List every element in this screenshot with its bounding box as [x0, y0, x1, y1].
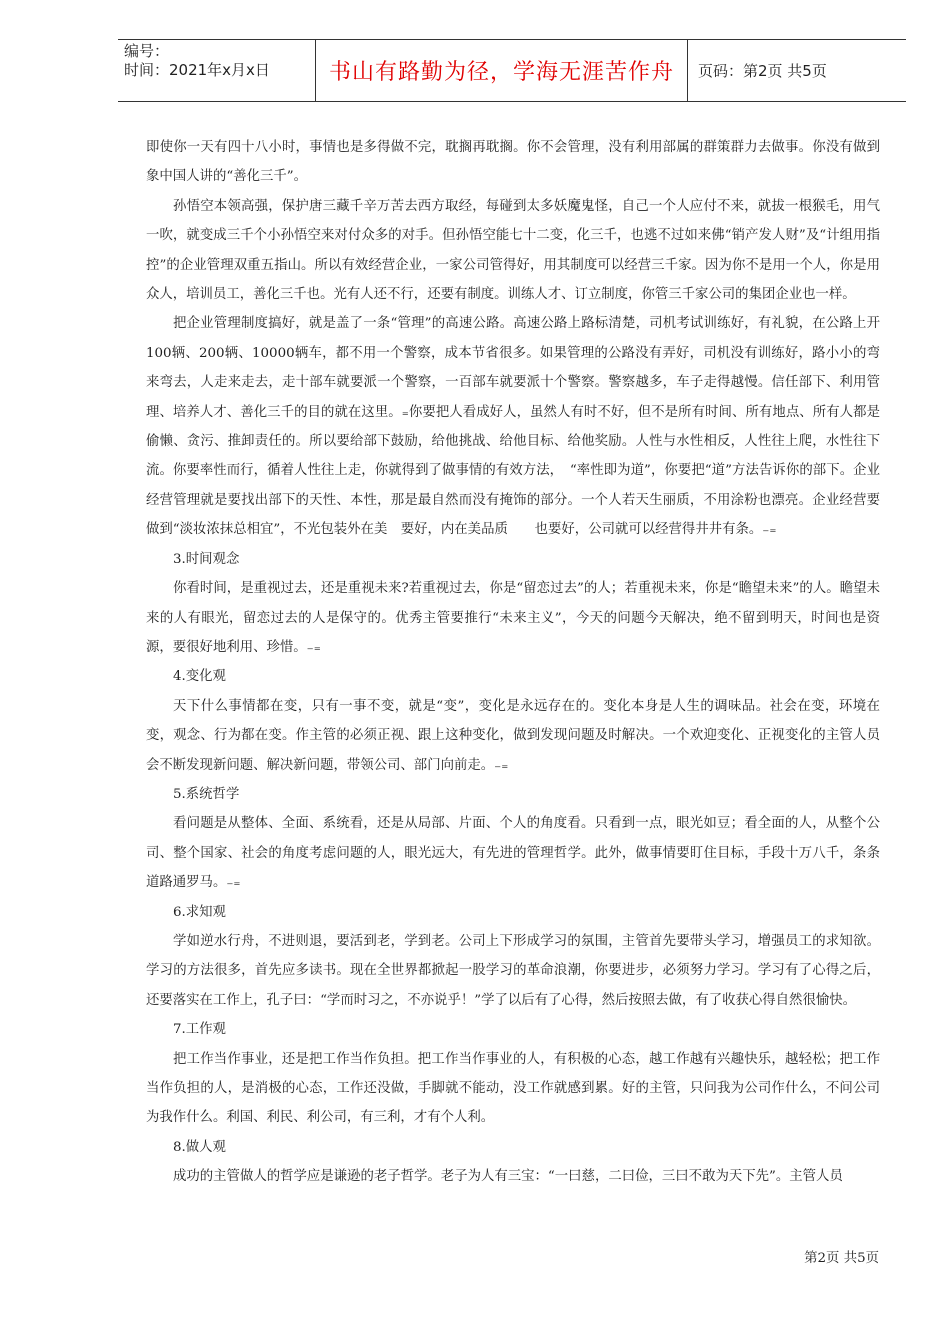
- section-heading: 8.做人观: [173, 1139, 226, 1155]
- section-heading: 7.工作观: [173, 1022, 226, 1038]
- section-heading: 3.时间观念: [173, 551, 240, 567]
- paragraph: 学如逆水行舟，不进则退，要活到老，学到老。公司上下形成学习的氛围，主管首先要带头学习，增强员工的求知欲。学习的方法很多，首先应多读书。现在全世界都掀起一股学习的革命浪潮，你要进步，必须努力学习。学习有了心得之后，还要落实在工作上，孔子曰：“学而时习之，不亦说乎！”学了以后有了心得，然后按照去做，有了收获心得自然很愉快。: [146, 933, 880, 1008]
- header-time-label: 时间：2021年x月x日: [124, 61, 270, 79]
- paragraph: 把工作当作事业，还是把工作当作负担。把工作当作事业的人，有积极的心态，越工作越有兴趣快乐，越轻松；把工作当作负担的人，是消极的心态，工作还没做，手脚就不能动，没工作就感到累。好的主管，只问我为公司作什么，不问公司为我作什么。利国、利民、利公司，有三利，才有个人利。: [146, 1051, 880, 1126]
- header-number-label: 编号：: [124, 42, 170, 60]
- paragraph: 天下什么事情都在变，只有一事不变，就是“变”，变化是永远存在的。变化本身是人生的调味品。社会在变，环境在变，观念、行为都在变。作主管的必须正视、跟上这种变化，做到发现问题及时解决。一个欢迎变化、正视变化的主管人员会不断发现新问题、解决新问题，带领公司、部门向前走。₋₌: [146, 698, 880, 773]
- section-heading: 5.系统哲学: [173, 786, 240, 802]
- section-heading: 4.变化观: [173, 669, 226, 685]
- document-body: [146, 133, 880, 1192]
- header-meta: [118, 40, 316, 101]
- page-footer: 第2页 共5页: [804, 1251, 879, 1266]
- paragraph: 即使你一天有四十八小时，事情也是多得做不完，耽搁再耽搁。你不会管理，没有利用部属的群策群力去做事。你没有做到象中国人讲的“善化三千”。: [146, 140, 880, 185]
- paragraph: 把企业管理制度搞好，就是盖了一条“管理”的高速公路。高速公路上路标清楚，司机考试训练好，有礼貌，在公路上开100辆、200辆、10000辆车，都不用一个警察，成本节省很多。如果管理的公路没有弄好，司机没有训练好，路小小的弯来弯去，人走来走去，走十部车就要派一个警察，一百部车就要派十个警察。警察越多，车子走得越慢。信任部下、利用管理、培养人才、善化三千的目的就在这里。₌你要把人看成好人，虽然人有时不好，但不是所有时间、所有地点、所有人都是偷懒、贪污、推卸责任的。所以要给部下鼓励，给他挑战、给他目标、给他奖励。人性与水性相反，人性往上爬，水性往下流。你要率性而行，循着人性往上走，你就得到了做事情的有效方法， “率性即为道”，你要把“道”方法告诉你的部下。企业经营管理就是要找出部下的天性、本性，那是最自然而没有掩饰的部分。一个人若天生丽质，不用涂粉也漂亮。企业经营要做到“淡妆浓抹总相宜”，不光包装外在美 要好，内在美品质 也要好，公司就可以经营得井井有条。₋₌: [146, 316, 880, 538]
- header-page-label: 页码：第2页 共5页: [698, 62, 827, 80]
- section-heading: 6.求知观: [173, 904, 226, 920]
- page-header: [118, 39, 906, 102]
- paragraph: 孙悟空本领高强，保护唐三藏千辛万苦去西方取经，每碰到太多妖魔鬼怪，自己一个人应付不来，就拔一根猴毛，用气一吹，就变成三千个小孙悟空来对付众多的对手。但孙悟空能七十二变，化三千，也逃不过如来佛“销产发人财”及“计组用指控”的企业管理双重五指山。所以有效经营企业，一家公司管得好，用其制度可以经营三千家。因为你不是用一个人，你是用众人，培训员工，善化三千也。光有人还不行，还要有制度。训练人才、订立制度，你管三千家公司的集团企业也一样。: [146, 198, 880, 303]
- paragraph: 看问题是从整体、全面、系统看，还是从局部、片面、个人的角度看。只看到一点，眼光如豆；看全面的人，从整个公司、整个国家、社会的角度考虑问题的人，眼光远大，有先进的管理哲学。此外，做事情要盯住目标，手段十万八千，条条道路通罗马。₋₌: [146, 816, 880, 891]
- paragraph: 你看时间，是重视过去，还是重视未来?若重视过去，你是“留恋过去”的人；若重视未来，你是“瞻望未来”的人。瞻望未来的人有眼光，留恋过去的人是保守的。优秀主管要推行“未来主义”，今天的问题今天解决，绝不留到明天，时间也是资源，要很好地利用、珍惜。₋₌: [146, 581, 880, 655]
- paragraph: 成功的主管做人的哲学应是谦逊的老子哲学。老子为人有三宝：“一曰慈，二曰俭，三曰不敢为天下先”。主管人员: [173, 1169, 843, 1185]
- header-motto: 书山有路勤为径，学海无涯苦作舟: [316, 40, 688, 101]
